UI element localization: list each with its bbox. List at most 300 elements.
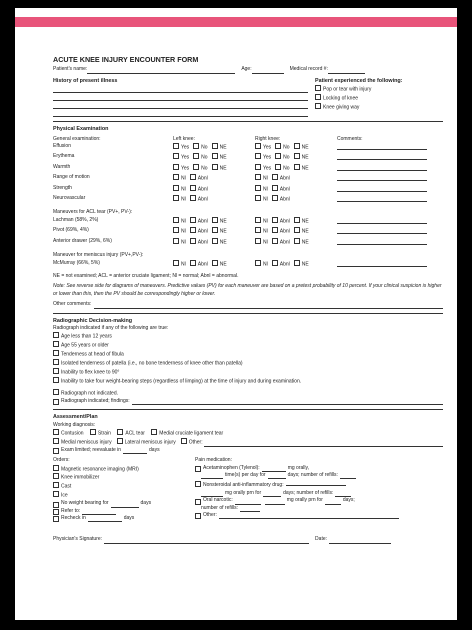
checkbox[interactable] <box>255 227 261 233</box>
criterion-label: Isolated tenderness of patella (i.e., no bone tenderness of knee other than patella) <box>61 360 243 367</box>
comment-field[interactable] <box>337 174 427 181</box>
checkbox[interactable] <box>53 429 59 435</box>
exam-option[interactable] <box>173 217 186 226</box>
exam-row <box>53 143 443 153</box>
checkbox[interactable] <box>190 195 196 201</box>
checkbox[interactable] <box>212 238 218 244</box>
plan-heading: Assessment/Plan <box>53 414 98 421</box>
dx-option[interactable]: Medial cruciate ligament tear <box>151 429 223 438</box>
checkbox[interactable] <box>190 185 196 191</box>
knee-options <box>173 238 255 248</box>
checkbox[interactable] <box>190 260 196 266</box>
dx-option[interactable]: Contusion <box>53 429 84 438</box>
exam-option[interactable] <box>193 143 207 152</box>
knee-options <box>173 227 255 237</box>
exam-option[interactable] <box>173 164 189 173</box>
comment-field[interactable] <box>337 227 427 234</box>
exam-option[interactable] <box>272 217 290 226</box>
exam-option[interactable] <box>255 185 268 194</box>
pain-nsaid-row2: mg orally prn for days; number of refills: <box>195 490 443 497</box>
record-field[interactable] <box>328 67 365 74</box>
exam-option[interactable] <box>212 217 227 226</box>
criterion-item[interactable] <box>53 368 443 377</box>
exam-option[interactable] <box>190 174 208 183</box>
knee-options <box>173 153 255 163</box>
exam-option[interactable] <box>255 153 271 162</box>
checkbox[interactable] <box>53 368 59 374</box>
exam-option-label: NE <box>301 228 309 235</box>
comment-cell <box>337 143 443 153</box>
experienced-option[interactable]: Knee giving way <box>315 103 443 112</box>
exam-option-label: NE <box>219 165 227 172</box>
checkbox[interactable] <box>195 481 201 487</box>
other-comments-row <box>53 301 443 308</box>
findings-field[interactable] <box>132 398 443 405</box>
knee-options <box>255 217 337 227</box>
exam-row <box>53 174 443 184</box>
knee-options <box>173 174 255 184</box>
exam-row <box>53 217 443 227</box>
pain-oral-row[interactable]: Oral narcotic: mg orally prn for days; <box>195 497 443 504</box>
checkbox[interactable] <box>53 359 59 365</box>
exam-option[interactable] <box>212 260 227 269</box>
header-band <box>15 17 457 27</box>
oral-mg-field[interactable] <box>265 498 285 505</box>
exam-option-label: Nl <box>263 186 268 193</box>
exam-row-label: Strength <box>53 184 72 191</box>
checkbox[interactable] <box>315 94 321 100</box>
pain-other-row[interactable]: Other: <box>195 512 443 519</box>
exam-row-label: Range of motion <box>53 174 90 181</box>
exam-option[interactable] <box>212 143 227 152</box>
acl-label: Maneuvers for ACL tear (PV+, PV-): <box>53 209 133 216</box>
comment-field[interactable] <box>337 260 427 267</box>
dx-option[interactable]: ACL tear <box>117 429 145 438</box>
exam-option-label: No <box>283 144 290 151</box>
comment-cell <box>337 260 443 270</box>
pain-refills-row: number of refills: <box>195 505 443 512</box>
checkbox[interactable] <box>255 153 261 159</box>
exam-option-label: Abnl <box>279 218 290 225</box>
checkbox[interactable] <box>190 227 196 233</box>
oral-days-field[interactable] <box>325 498 341 505</box>
exam-option[interactable] <box>255 143 271 152</box>
checkbox[interactable] <box>275 164 281 170</box>
comment-field[interactable] <box>337 164 427 171</box>
experienced-option[interactable]: Pop or tear with injury <box>315 85 443 94</box>
checkbox[interactable] <box>212 217 218 223</box>
exam-option-label: Nl <box>263 218 268 225</box>
checkbox[interactable] <box>151 429 157 435</box>
exam-option-label: Abnl <box>279 261 290 267</box>
checkbox[interactable] <box>53 473 59 479</box>
exam-option-label: NE <box>219 228 227 235</box>
checkbox[interactable] <box>173 153 179 159</box>
signature-row <box>53 536 443 543</box>
checkbox[interactable] <box>272 174 278 180</box>
checkbox[interactable] <box>275 143 281 149</box>
recheck-days-field[interactable] <box>88 515 122 522</box>
exam-option-label: NE <box>219 261 227 267</box>
checkbox[interactable] <box>53 465 59 471</box>
checkbox[interactable] <box>294 164 300 170</box>
working-dx-label: Working diagnosis: <box>53 421 96 428</box>
dx-other-field[interactable] <box>204 440 443 447</box>
exam-option[interactable] <box>173 260 186 269</box>
checkbox[interactable] <box>190 238 196 244</box>
exam-option-label: Abnl <box>279 239 290 246</box>
checkbox[interactable] <box>272 238 278 244</box>
acet-days-field[interactable] <box>268 472 286 479</box>
checkbox[interactable] <box>193 143 199 149</box>
exam-option[interactable] <box>255 238 268 247</box>
checkbox[interactable] <box>193 164 199 170</box>
experienced-heading: Patient experienced the following: <box>315 77 403 84</box>
dx-option[interactable]: Lateral meniscus injury <box>117 438 176 447</box>
exam-option[interactable] <box>212 238 227 247</box>
exam-option-label: NE <box>301 239 309 246</box>
knee-options <box>173 217 255 227</box>
checkbox[interactable] <box>173 195 179 201</box>
checkbox[interactable] <box>53 399 59 405</box>
exam-option-label: NE <box>219 144 227 151</box>
exam-option-label: Abnl <box>279 186 290 193</box>
checkbox[interactable] <box>255 217 261 223</box>
checkbox[interactable] <box>294 217 300 223</box>
acet-refills-field[interactable] <box>340 472 356 479</box>
checkbox[interactable] <box>173 260 179 266</box>
checkbox[interactable] <box>212 153 218 159</box>
exam-row-label: Erythema <box>53 153 75 160</box>
exam-option-label: Yes <box>263 165 272 172</box>
divider <box>53 313 443 314</box>
comment-field[interactable] <box>337 217 427 224</box>
exam-option[interactable] <box>190 260 208 269</box>
exam-option-label: NE <box>219 218 227 225</box>
checkbox[interactable] <box>53 341 59 347</box>
pain-acet-row[interactable]: Acetaminophen (Tylenol): mg orally, <box>195 465 443 472</box>
checkbox[interactable] <box>255 238 261 244</box>
radio-indicated[interactable]: Radiograph indicated; findings: <box>53 398 443 405</box>
orders-and-pain <box>53 457 443 522</box>
exam-option[interactable] <box>294 164 309 173</box>
criterion-item[interactable] <box>53 350 443 359</box>
exam-option[interactable] <box>272 227 290 236</box>
checkbox[interactable] <box>53 448 59 454</box>
checkbox[interactable] <box>315 85 321 91</box>
checkbox[interactable] <box>272 185 278 191</box>
exam-option-label: NE <box>301 154 309 161</box>
exam-option-label: No <box>201 165 208 172</box>
refer-field[interactable] <box>82 508 116 515</box>
age-field[interactable] <box>252 67 284 74</box>
exam-row <box>53 195 443 205</box>
exam-option[interactable] <box>272 195 290 204</box>
patient-name-label: Patient's name: <box>53 66 88 73</box>
exam-option[interactable] <box>212 164 227 173</box>
exam-option[interactable] <box>255 164 271 173</box>
history-line[interactable] <box>53 85 308 93</box>
exam-option-label: No <box>283 165 290 172</box>
checkbox[interactable] <box>53 491 59 497</box>
checkbox[interactable] <box>117 438 123 444</box>
radio-not-indicated[interactable]: Radiograph not indicated. <box>53 389 443 398</box>
exam-option[interactable] <box>173 195 186 204</box>
exam-option-label: Yes <box>263 154 272 161</box>
checkbox[interactable] <box>173 185 179 191</box>
criterion-label: Inability to take four weight-bearing steps (regardless of limping) at the time of injury and during examination. <box>61 378 302 385</box>
exam-option-label: Yes <box>181 154 190 161</box>
exam-option[interactable] <box>275 164 289 173</box>
checkbox[interactable] <box>294 153 300 159</box>
no-weight-days-field[interactable] <box>111 501 139 508</box>
exam-option[interactable] <box>173 238 186 247</box>
nsaid-mg-field[interactable] <box>201 490 223 497</box>
checkbox[interactable] <box>53 502 59 508</box>
exam-option[interactable] <box>272 260 290 269</box>
exam-option[interactable] <box>275 153 289 162</box>
nsaid-refills-field[interactable] <box>335 490 351 497</box>
checkbox[interactable] <box>53 389 59 395</box>
criterion-item[interactable] <box>53 359 443 368</box>
checkbox[interactable] <box>294 238 300 244</box>
exam-option[interactable] <box>272 174 290 183</box>
exam-header <box>53 136 443 143</box>
checkbox[interactable] <box>181 438 187 444</box>
exam-row-label: Neurovascular <box>53 195 86 202</box>
exam-option-label: Abnl <box>279 175 290 182</box>
checkbox[interactable] <box>53 350 59 356</box>
dx-option[interactable]: Strain <box>90 429 111 438</box>
order-recheck[interactable]: Recheck in days <box>53 515 195 522</box>
exam-option[interactable] <box>294 217 309 226</box>
exam-option-label: Abnl <box>279 228 290 235</box>
checkbox[interactable] <box>190 217 196 223</box>
checkbox[interactable] <box>212 143 218 149</box>
comment-field[interactable] <box>337 238 427 245</box>
checkbox[interactable] <box>173 143 179 149</box>
comment-field[interactable] <box>337 195 427 202</box>
exam-option[interactable] <box>173 153 189 162</box>
exam-limited-row[interactable]: Exam limited; reevaluate in days <box>53 447 443 454</box>
checkbox[interactable] <box>272 217 278 223</box>
criterion-item[interactable] <box>53 377 443 386</box>
nsaid-name-field[interactable] <box>286 479 346 486</box>
exam-option[interactable] <box>294 227 309 236</box>
other-comments-field[interactable] <box>94 302 443 309</box>
exam-option[interactable] <box>272 185 290 194</box>
checkbox[interactable] <box>53 438 59 444</box>
checkbox[interactable] <box>193 153 199 159</box>
history-line[interactable] <box>53 109 308 117</box>
pain-nsaid-row[interactable]: Nonsteroidal anti-inflammatory drug: <box>195 479 443 489</box>
exam-option-label: Nl <box>181 218 186 225</box>
acet-times-field[interactable] <box>201 472 223 479</box>
orders-label: Orders: <box>53 457 70 464</box>
checkbox[interactable] <box>53 377 59 383</box>
checkbox[interactable] <box>272 227 278 233</box>
exam-option[interactable] <box>294 143 309 152</box>
radio-intro: Radiograph indicated if any of the following are true: <box>53 324 169 331</box>
exam-option[interactable] <box>190 238 208 247</box>
comment-field[interactable] <box>337 185 427 192</box>
checkbox[interactable] <box>255 195 261 201</box>
physician-signature-field[interactable] <box>104 537 309 544</box>
exam-option[interactable] <box>173 227 186 236</box>
knee-options <box>173 185 255 195</box>
exam-row <box>53 164 443 174</box>
dx-option[interactable]: Medial meniscus injury <box>53 438 112 447</box>
checkbox[interactable] <box>294 227 300 233</box>
exam-option[interactable] <box>272 238 290 247</box>
checkbox[interactable] <box>53 516 59 522</box>
experienced-box <box>315 78 443 117</box>
order-refer[interactable]: Refer to: <box>53 508 195 515</box>
pain-other-field[interactable] <box>219 512 399 519</box>
knee-options <box>255 195 337 205</box>
checkbox[interactable] <box>212 164 218 170</box>
other-comments-label: Other comments: <box>53 301 92 308</box>
knee-options <box>173 143 255 153</box>
reevaluate-days-field[interactable] <box>123 447 147 454</box>
exam-option[interactable] <box>294 153 309 162</box>
knee-options <box>255 260 337 270</box>
checkbox[interactable] <box>173 217 179 223</box>
divider <box>53 121 443 122</box>
right-knee-label: Right knee: <box>255 135 281 142</box>
checkbox[interactable] <box>53 509 59 515</box>
criterion-item[interactable] <box>53 341 443 350</box>
checkbox[interactable] <box>255 143 261 149</box>
exam-option-label: Abnl <box>197 261 208 267</box>
exam-option[interactable] <box>190 195 208 204</box>
exam-option[interactable] <box>190 217 208 226</box>
exam-option[interactable] <box>294 238 309 247</box>
checkbox[interactable] <box>294 143 300 149</box>
knee-options <box>255 227 337 237</box>
exam-option-label: Abnl <box>197 186 208 193</box>
order-item[interactable]: Cast <box>53 482 195 491</box>
order-item[interactable]: Magnetic resonance imaging (MRI) <box>53 465 195 474</box>
knee-options <box>255 238 337 248</box>
exam-option[interactable] <box>212 153 227 162</box>
exam-option[interactable] <box>173 143 189 152</box>
exam-option[interactable] <box>275 143 289 152</box>
radio-heading: Radiographic Decision-making <box>53 317 133 324</box>
general-label: General examination: <box>53 135 101 142</box>
checkbox[interactable] <box>173 174 179 180</box>
exam-option-label: Nl <box>181 196 186 203</box>
exam-option[interactable] <box>173 174 186 183</box>
exam-option[interactable] <box>193 153 207 162</box>
exam-option[interactable] <box>190 185 208 194</box>
comment-cell <box>337 185 443 195</box>
checkbox[interactable] <box>212 227 218 233</box>
divider <box>53 409 443 410</box>
exam-option[interactable] <box>294 260 309 269</box>
order-no-weight[interactable]: No weight bearing for days <box>53 500 195 507</box>
exam-option[interactable] <box>255 217 268 226</box>
checkbox[interactable] <box>173 227 179 233</box>
exam-option[interactable] <box>173 185 186 194</box>
exam-option-label: No <box>201 144 208 151</box>
comment-cell <box>337 164 443 174</box>
oral-name-field[interactable] <box>235 498 261 505</box>
orders-column <box>53 457 195 522</box>
patient-name-field[interactable] <box>87 67 235 74</box>
exam-row <box>53 227 443 237</box>
exam-heading: Physical Examination <box>53 126 109 133</box>
exam-option[interactable] <box>255 227 268 236</box>
exam-option[interactable] <box>255 260 268 269</box>
history-line[interactable] <box>53 101 308 109</box>
checkbox[interactable] <box>272 260 278 266</box>
exam-row-label: McMurray (66%, 5%) <box>53 259 100 266</box>
form-title: ACUTE KNEE INJURY ENCOUNTER FORM <box>53 55 199 64</box>
checkbox[interactable] <box>53 332 59 338</box>
dx-option[interactable]: Other: <box>181 438 203 447</box>
exam-option[interactable] <box>190 227 208 236</box>
exam-option[interactable] <box>255 195 268 204</box>
history-line[interactable] <box>53 93 308 101</box>
comment-field[interactable] <box>337 153 427 160</box>
order-item[interactable]: Ice <box>53 491 195 500</box>
exam-row-label: Warmth <box>53 163 71 170</box>
nsaid-days-field[interactable] <box>263 490 281 497</box>
order-item[interactable]: Knee immobilizer <box>53 473 195 482</box>
knee-options <box>255 185 337 195</box>
checkbox[interactable] <box>255 174 261 180</box>
exam-option-label: Nl <box>181 261 186 267</box>
history-section <box>53 78 443 117</box>
checkbox[interactable] <box>255 164 261 170</box>
exam-option[interactable] <box>212 227 227 236</box>
checkbox[interactable] <box>212 260 218 266</box>
checkbox[interactable] <box>173 164 179 170</box>
checkbox[interactable] <box>255 185 261 191</box>
experienced-option[interactable]: Locking of knee <box>315 94 443 103</box>
checkbox[interactable] <box>275 153 281 159</box>
checkbox[interactable] <box>294 260 300 266</box>
checkbox[interactable] <box>173 238 179 244</box>
pain-column <box>195 457 443 522</box>
dx-row <box>53 429 443 438</box>
checkbox[interactable] <box>53 482 59 488</box>
criterion-label: Age less than 12 years <box>61 333 112 340</box>
exam-option-label: NE <box>301 261 309 267</box>
checkbox[interactable] <box>195 513 201 519</box>
exam-row-label: Pivot (69%, 4%) <box>53 227 89 234</box>
comment-field[interactable] <box>337 143 427 150</box>
checkbox[interactable] <box>190 174 196 180</box>
exam-option[interactable] <box>255 174 268 183</box>
criterion-item[interactable] <box>53 332 443 341</box>
checkbox[interactable] <box>255 260 261 266</box>
checkbox[interactable] <box>90 429 96 435</box>
checkbox[interactable] <box>195 466 201 472</box>
exam-option-label: Yes <box>181 165 190 172</box>
acet-mg-field[interactable] <box>262 465 286 472</box>
comment-cell <box>337 227 443 237</box>
history-heading: History of present illness <box>53 77 118 84</box>
exam-option[interactable] <box>193 164 207 173</box>
checkbox[interactable] <box>272 195 278 201</box>
checkbox[interactable] <box>315 103 321 109</box>
oral-refills-field[interactable] <box>240 505 260 512</box>
checkbox[interactable] <box>117 429 123 435</box>
knee-options <box>255 143 337 153</box>
date-field[interactable] <box>329 537 391 544</box>
